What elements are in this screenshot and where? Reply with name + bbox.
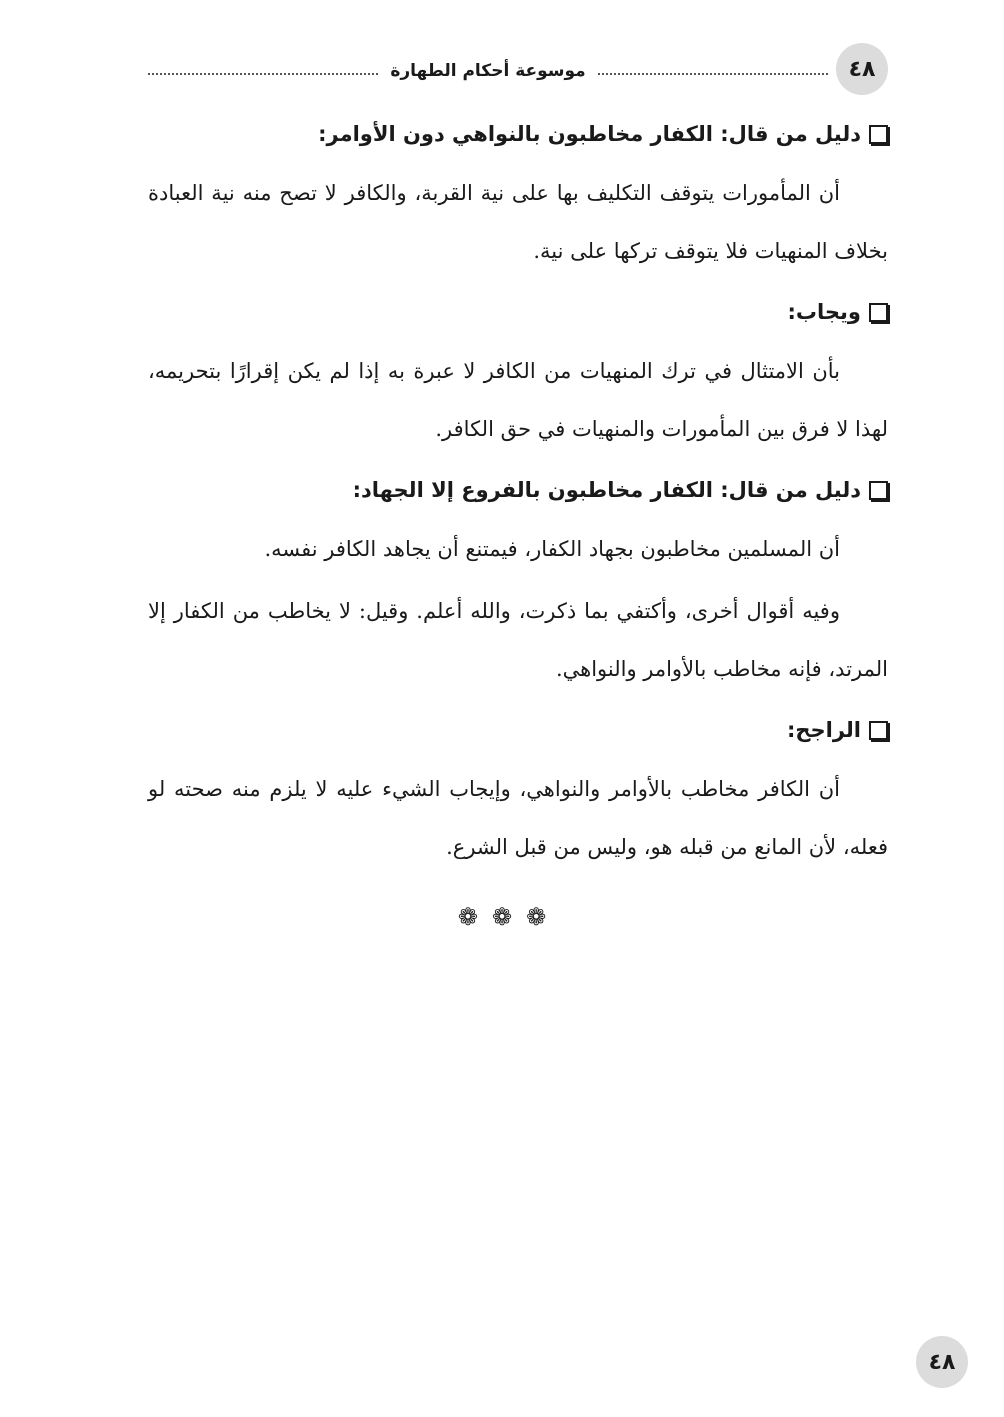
book-title: موسوعة أحكام الطهارة (390, 61, 586, 81)
section-heading (148, 704, 888, 756)
header-dots-left (148, 73, 378, 75)
section-heading-text: دليل من قال: الكفار مخاطبون بالفروع إلا الجهاد: (352, 478, 861, 502)
page-number-badge: ٤٨ (836, 43, 888, 95)
section-heading-text: ويجاب: (787, 300, 861, 324)
paragraph: بأن الامتثال في ترك المنهيات من الكافر لا عبرة به إذا لم يكن إقرارًا بتحريمه، لهذا لا فرق بين المأمورات والمنهيات في حق الكافر. (148, 359, 888, 441)
paragraph: أن الكافر مخاطب بالأوامر والنواهي، وإيجاب الشيء عليه لا يلزم منه صحته لو فعله، لأن المانع من قبله هو، وليس من قبل الشرع. (148, 777, 888, 859)
flower-ornament-icon: ❁ (457, 903, 478, 931)
paragraph: أن المأمورات يتوقف التكليف بها على نية القربة، والكافر لا تصح منه نية العبادة بخلاف المنهيات فلا يتوقف تركها على نية. (148, 181, 888, 263)
header-dots-right (598, 73, 828, 75)
section-end-ornaments (0, 902, 1004, 932)
flower-ornament-icon: ❁ (491, 903, 513, 931)
section-heading (148, 108, 888, 160)
running-header (148, 56, 828, 86)
section-heading (148, 286, 888, 338)
checkbox-square-icon (869, 481, 888, 500)
checkbox-square-icon (869, 721, 888, 740)
section-heading-text: الراجح: (786, 718, 861, 742)
checkbox-square-icon (869, 125, 888, 144)
page-body (148, 108, 888, 880)
section-heading-text: دليل من قال: الكفار مخاطبون بالنواهي دون الأوامر: (318, 122, 861, 146)
footer-page-number-badge: ٤٨ (916, 1336, 968, 1388)
paragraph: أن المسلمين مخاطبون بجهاد الكفار، فيمتنع أن يجاهد الكافر نفسه. (264, 537, 840, 561)
flower-ornament-icon: ❁ (526, 903, 547, 931)
paragraph: وفيه أقوال أخرى، وأكتفي بما ذكرت، والله أعلم. وقيل: لا يخاطب من الكفار إلا المرتد، فإنه مخاطب بالأوامر والنواهي. (148, 599, 888, 681)
checkbox-square-icon (869, 303, 888, 322)
section-heading (148, 464, 888, 516)
